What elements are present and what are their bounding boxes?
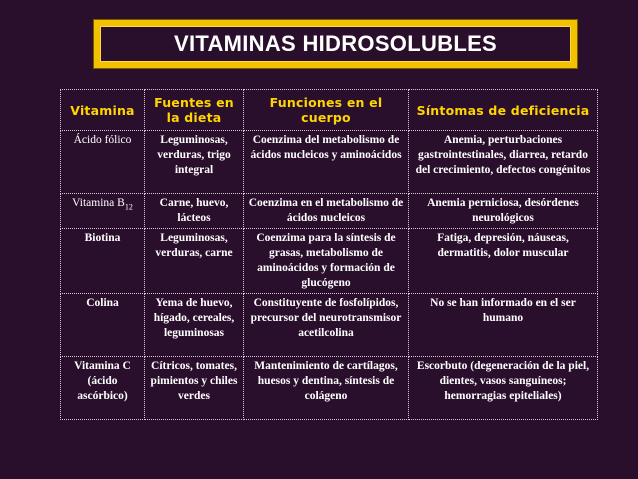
title-inner-panel: [100, 26, 571, 62]
header-fuentes: Fuentes en la dieta: [145, 90, 244, 131]
cell-sintomas: Anemia, perturbaciones gastrointestinales, diarrea, retardo del crecimiento, defectos congénitos: [409, 131, 598, 194]
cell-fuentes: Leguminosas, verduras, trigo integral: [145, 131, 244, 194]
cell-funciones: Mantenimiento de cartílagos, huesos y dentina, síntesis de colágeno: [244, 357, 409, 420]
cell-sintomas: Fatiga, depresión, náuseas, dermatitis, dolor muscular: [409, 229, 598, 294]
header-vitamina: Vitamina: [61, 90, 145, 131]
header-funciones: Funciones en el cuerpo: [244, 90, 409, 131]
cell-vitamina: Vitamina C (ácido ascórbico): [61, 357, 145, 420]
cell-fuentes: Yema de huevo, hígado, cereales, leguminosas: [145, 294, 244, 357]
cell-funciones: Constituyente de fosfolípidos, precursor del neurotransmisor acetilcolina: [244, 294, 409, 357]
table-row: [61, 357, 598, 420]
cell-fuentes: Carne, huevo, lácteos: [145, 194, 244, 229]
vitamina-subscript: 12: [124, 202, 133, 212]
cell-funciones: Coenzima del metabolismo de ácidos nucleicos y aminoácidos: [244, 131, 409, 194]
header-sintomas: Síntomas de deficiencia: [409, 90, 598, 131]
table-row: [61, 294, 598, 357]
cell-sintomas: Escorbuto (degeneración de la piel, dientes, vasos sanguíneos; hemorragias epiteliales): [409, 357, 598, 420]
cell-vitamina: [61, 194, 145, 229]
table-header-row: [61, 90, 598, 131]
vitamins-table: [60, 89, 598, 420]
cell-sintomas: Anemia perniciosa, desórdenes neurológicos: [409, 194, 598, 229]
table-row: [61, 229, 598, 294]
cell-fuentes: Leguminosas, verduras, carne: [145, 229, 244, 294]
cell-vitamina: Ácido fólico: [61, 131, 145, 194]
cell-funciones: Coenzima para la síntesis de grasas, metabolismo de aminoácidos y formación de glucógeno: [244, 229, 409, 294]
cell-vitamina: Colina: [61, 294, 145, 357]
cell-funciones: Coenzima en el metabolismo de ácidos nucleicos: [244, 194, 409, 229]
cell-fuentes: Cítricos, tomates, pimientos y chiles verdes: [145, 357, 244, 420]
vitamina-name: Vitamina B: [72, 197, 125, 209]
slide-title: VITAMINAS HIDROSOLUBLES: [173, 31, 498, 56]
cell-sintomas: No se han informado en el ser humano: [409, 294, 598, 357]
cell-vitamina: Biotina: [61, 229, 145, 294]
table-row: [61, 194, 598, 229]
table-row: [61, 131, 598, 194]
title-frame: [93, 19, 578, 69]
